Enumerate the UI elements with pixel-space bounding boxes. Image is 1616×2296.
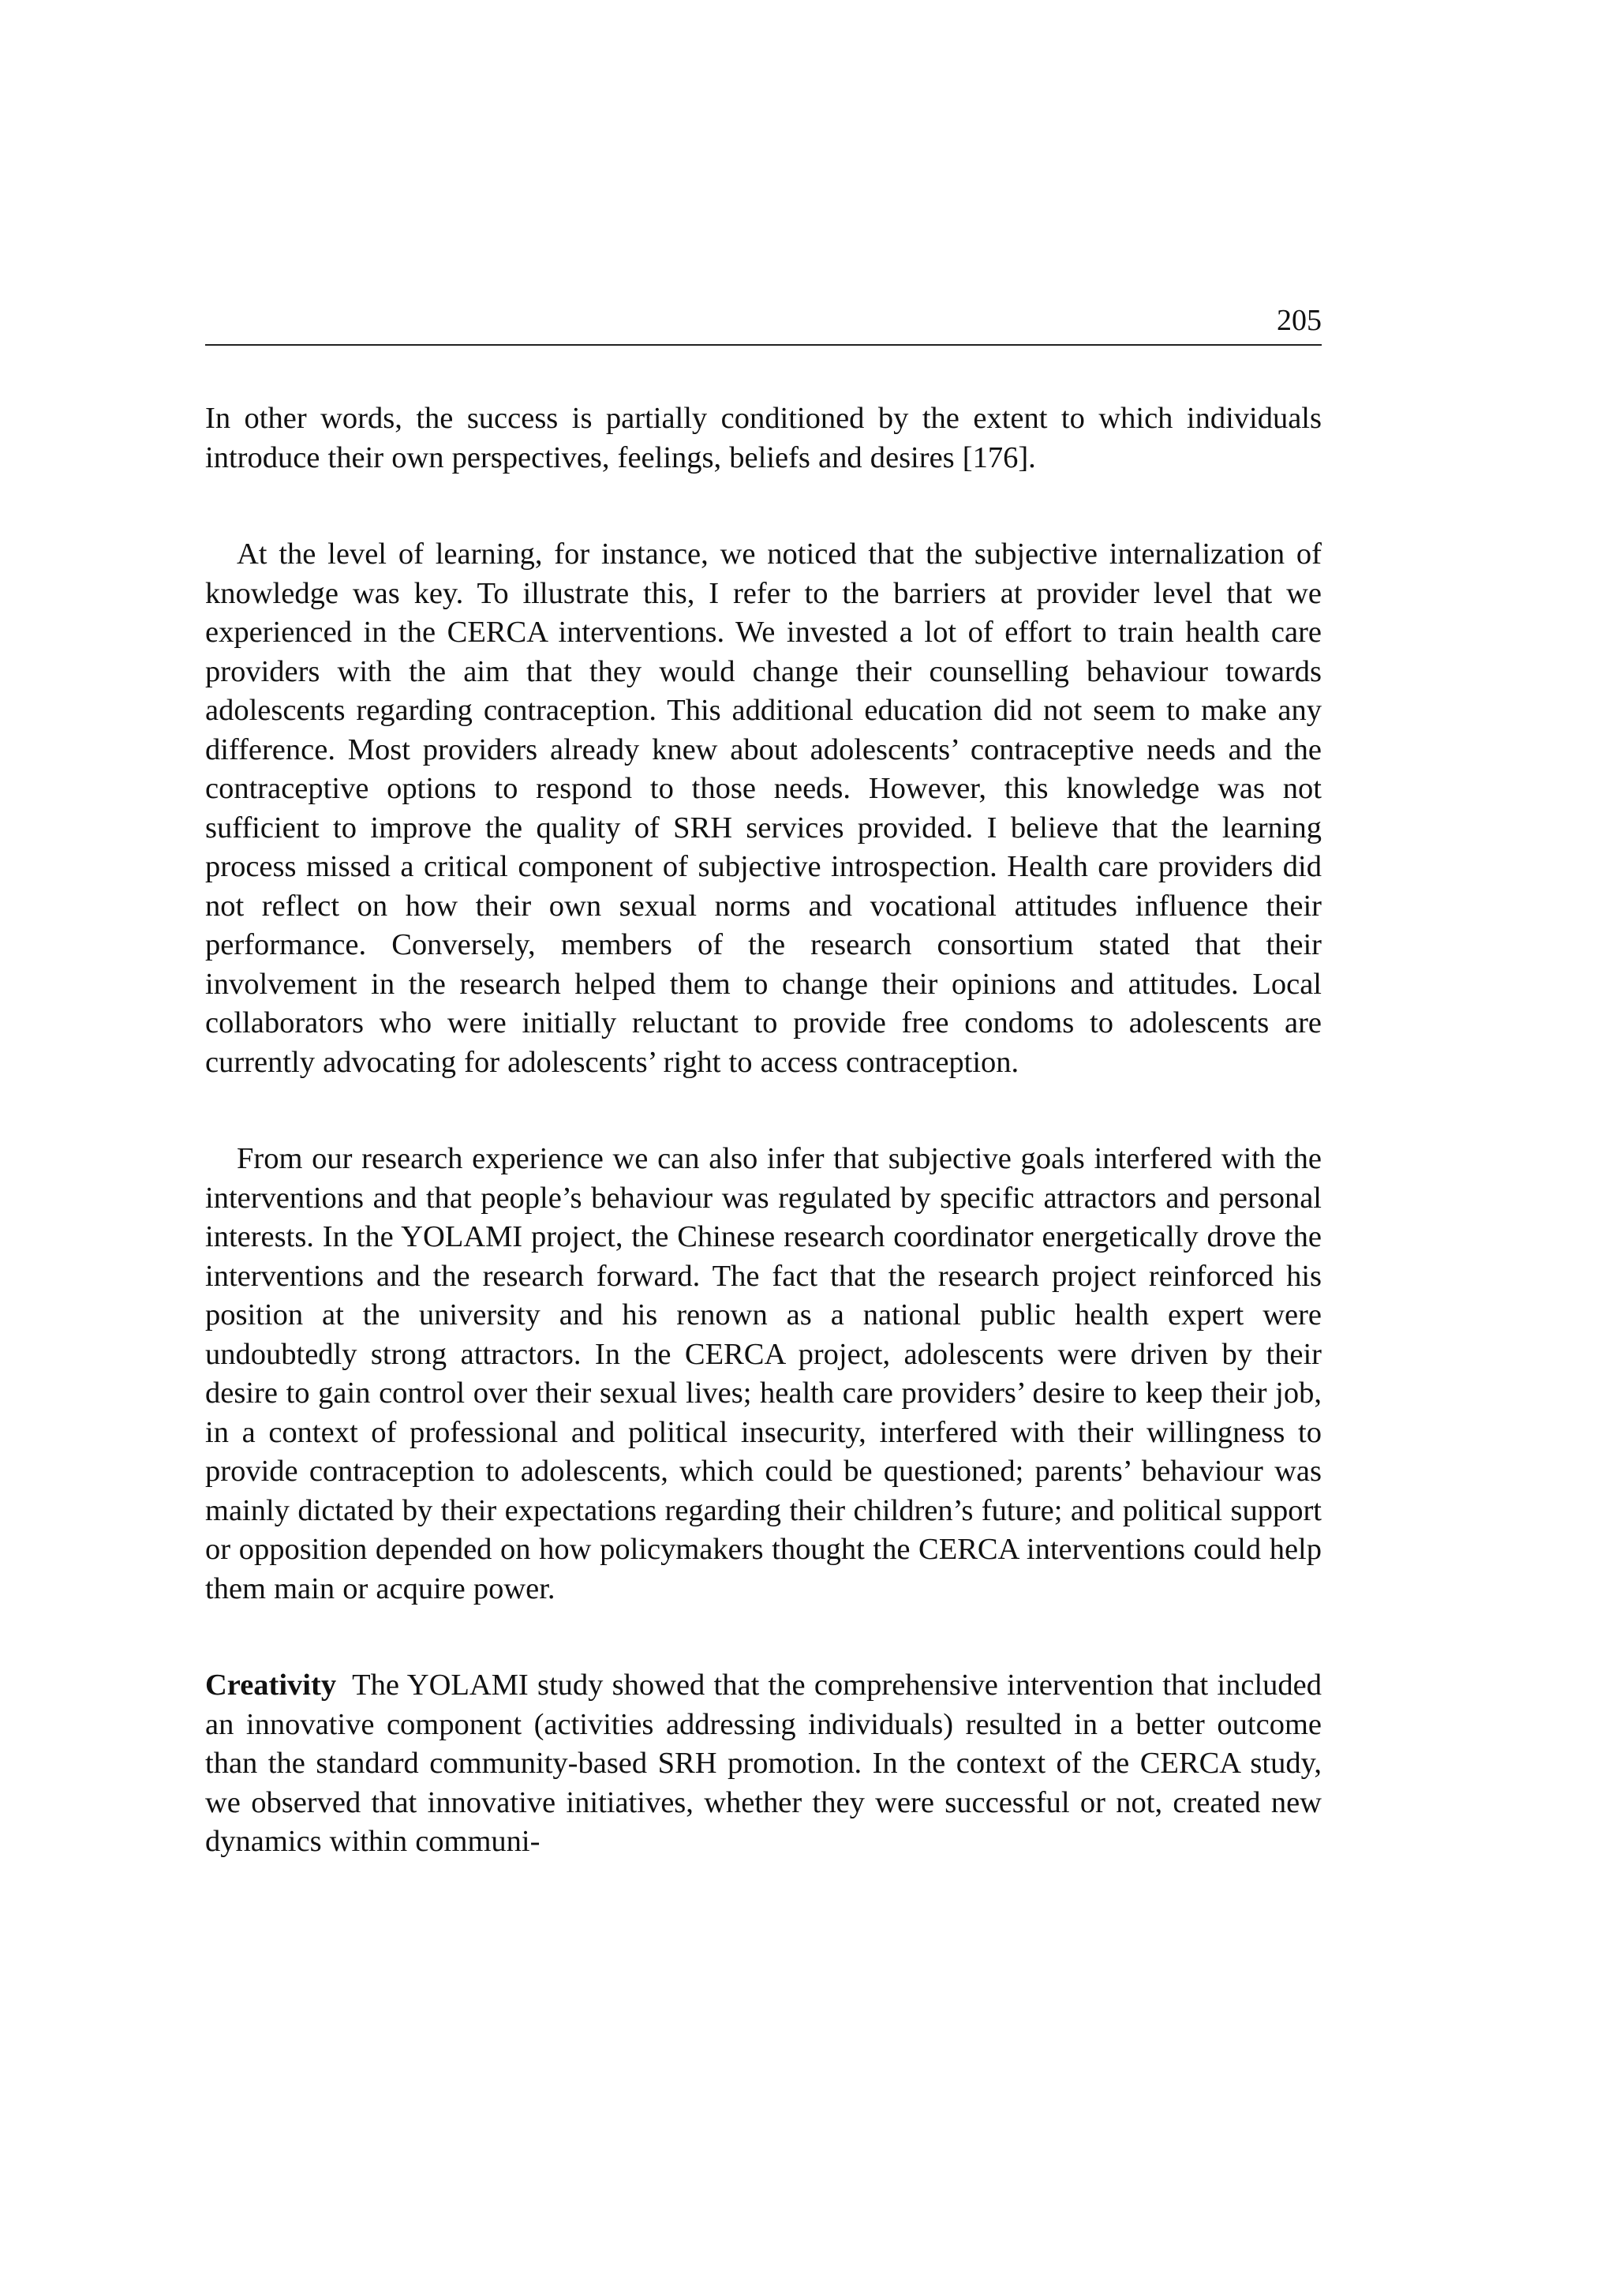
paragraph-2: At the level of learning, for instance, we noticed that the subjective internalization of knowledge was key. To illustrate this, I refer to the barriers at provider level that we experienced in the CERCA interventions. We invested a lot of effort to train health care providers with the aim that they would change their counselling behaviour towards adolescents regarding contraception. This additional education did not seem to make any difference. Most providers already knew about adolescents’ contraceptive needs and the contraceptive options to respond to those needs. However, this knowledge was not sufficient to improve the quality of SRH services provided. I believe that the learning process missed a critical component of subjective introspection. Health care providers did not reflect on how their own sexual norms and vocational attitudes influence their performance. Conversely, members of the research consortium stated that their involvement in the research helped them to change their opinions and attitudes. Local collaborators who were initially reluctant to provide free condoms to adolescents are currently advocating for adolescents’ right to access contraception. xyxy=(205,537,1322,1079)
paragraph-3: From our research experience we can also infer that subjective goals interfered with the interventions and that people’s behaviour was regulated by specific attractors and personal interests. In the YOLAMI project, the Chinese research coordinator energetically drove the interventions and the research forward. The fact that the research project reinforced his position at the university and his renown as a national public health expert were undoubtedly strong attractors. In the CERCA project, adolescents were driven by their desire to gain control over their sexual lives; health care providers’ desire to keep their job, in a context of professional and political insecurity, interfered with their willingness to provide contraception to adolescents, which could be questioned; parents’ behaviour was mainly dictated by their expectations regarding their children’s future; and political support or opposition depended on how policymakers thought the CERCA interventions could help them main or acquire power. xyxy=(205,1142,1322,1605)
header-rule xyxy=(205,344,1322,346)
page-header xyxy=(205,297,1322,346)
paragraph-4 xyxy=(205,1666,1322,1862)
section-heading-creativity: Creativity xyxy=(205,1669,337,1702)
page-number: 205 xyxy=(1277,304,1322,337)
paragraph-4-text: The YOLAMI study showed that the comprehensive intervention that included an innovative component (activities addressing individuals) resulted in a better outcome than the standard community-based SRH promotion. In the context of the CERCA study, we observed that innovative initiatives, whether they were successful or not, created new dynamics within communi- xyxy=(205,1669,1322,1858)
body-text xyxy=(205,399,1322,1862)
paragraph-1: In other words, the success is partially conditioned by the extent to which individuals introduce their own perspectives, feelings, beliefs and desires [176]. xyxy=(205,402,1322,474)
